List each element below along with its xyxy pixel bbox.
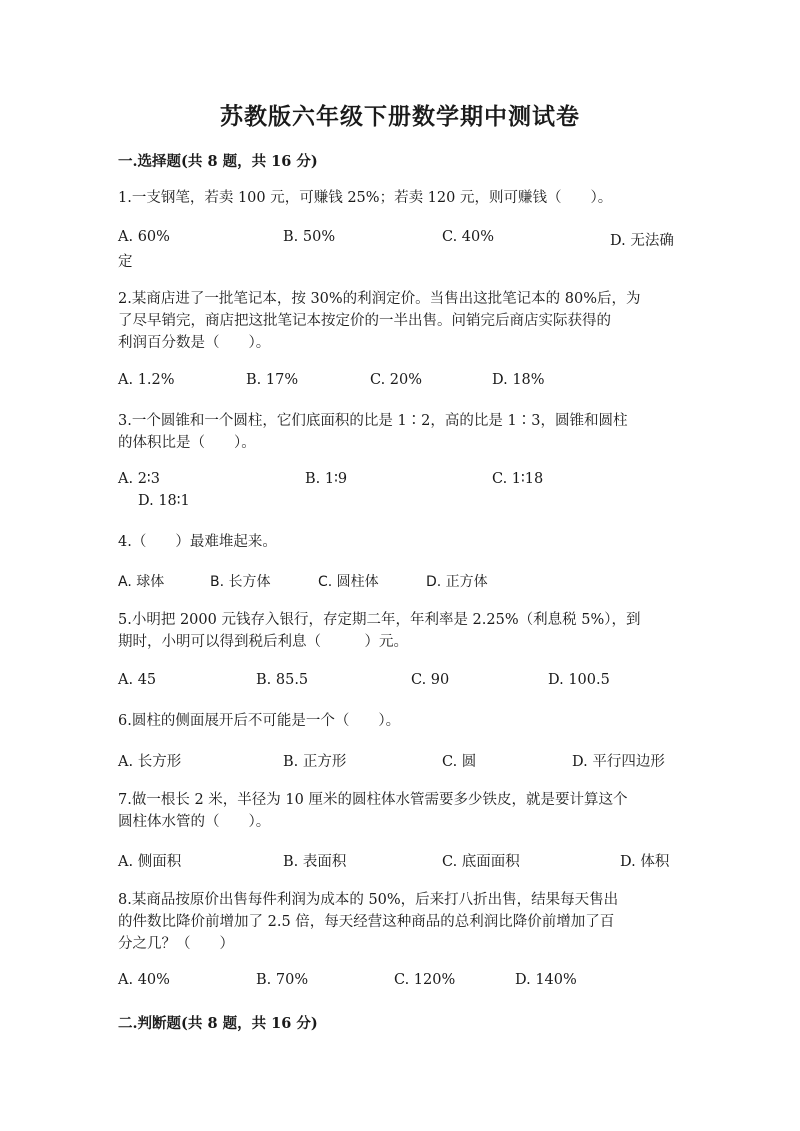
q7-option-d: D. 体积 — [620, 854, 670, 870]
q2-option-d: D. 18% — [492, 372, 545, 388]
question-2-line-1: 2.某商店进了一批笔记本，按 30%的利润定价。当售出这批笔记本的 80%后，为 — [118, 291, 641, 307]
q7-option-a: A. 侧面积 — [118, 854, 182, 870]
question-7-line-2: 圆柱体水管的（ ）。 — [118, 814, 271, 830]
q1-option-d: D. 无法确 — [610, 233, 674, 249]
q8-option-a: A. 40% — [118, 972, 170, 988]
q8-option-d: D. 140% — [515, 972, 577, 988]
q1-option-d-wrap: 定 — [118, 254, 133, 270]
q6-option-c: C. 圆 — [442, 754, 477, 770]
q4-option-b: B. 长方体 — [210, 574, 271, 590]
q6-option-d: D. 平行四边形 — [572, 754, 665, 770]
q5-option-d: D. 100.5 — [548, 672, 610, 688]
q4-option-c: C. 圆柱体 — [318, 574, 379, 590]
q5-option-c: C. 90 — [411, 672, 450, 688]
question-5-line-1: 5.小明把 2000 元钱存入银行，存定期二年，年利率是 2.25%（利息税 5%），到 — [118, 612, 641, 628]
question-3-line-1: 3.一个圆锥和一个圆柱，它们底面积的比是 1∶2，高的比是 1∶3，圆锥和圆柱 — [118, 413, 628, 429]
question-8-line-1: 8.某商品按原价出售每件利润为成本的 50%，后来打八折出售，结果每天售出 — [118, 892, 619, 908]
q2-option-c: C. 20% — [370, 372, 423, 388]
question-1-text: 1.一支钢笔，若卖 100 元，可赚钱 25%；若卖 120 元，则可赚钱（ ）。 — [118, 190, 613, 206]
question-8-line-2: 的件数比降价前增加了 2.5 倍，每天经营这种商品的总利润比降价前增加了百 — [118, 914, 615, 930]
question-8-line-3: 分之几？（ ） — [118, 936, 234, 952]
q3-option-a: A. 2∶3 — [118, 471, 160, 487]
question-5-line-2: 期时，小明可以得到税后利息（ ）元。 — [118, 634, 408, 650]
q1-option-b: B. 50% — [283, 229, 336, 245]
question-7-line-1: 7.做一根长 2 米，半径为 10 厘米的圆柱体水管需要多少铁皮，就是要计算这个 — [118, 792, 628, 808]
q1-option-c: C. 40% — [442, 229, 495, 245]
q3-option-c: C. 1∶18 — [492, 471, 544, 487]
question-2-line-2: 了尽早销完，商店把这批笔记本按定价的一半出售。问销完后商店实际获得的 — [118, 313, 611, 329]
q8-option-b: B. 70% — [256, 972, 309, 988]
q4-option-a: A. 球体 — [118, 574, 165, 590]
q7-option-c: C. 底面面积 — [442, 854, 520, 870]
question-2-line-3: 利润百分数是（ ）。 — [118, 335, 271, 351]
q5-option-b: B. 85.5 — [256, 672, 309, 688]
q5-option-a: A. 45 — [118, 672, 157, 688]
q7-option-b: B. 表面积 — [283, 854, 347, 870]
section-heading-judgment: 二.判断题(共 8 题，共 16 分) — [118, 1015, 318, 1032]
section-heading-choice: 一.选择题(共 8 题，共 16 分) — [118, 153, 318, 170]
q3-option-b: B. 1∶9 — [305, 471, 348, 487]
page-title: 苏教版六年级下册数学期中测试卷 — [220, 103, 580, 130]
q4-option-d: D. 正方体 — [426, 574, 488, 590]
q2-option-b: B. 17% — [246, 372, 299, 388]
q2-option-a: A. 1.2% — [118, 372, 175, 388]
q6-option-a: A. 长方形 — [118, 754, 182, 770]
q8-option-c: C. 120% — [394, 972, 456, 988]
question-6-text: 6.圆柱的侧面展开后不可能是一个（ ）。 — [118, 713, 401, 729]
q3-option-d: D. 18∶1 — [138, 493, 190, 509]
q6-option-b: B. 正方形 — [283, 754, 347, 770]
question-4-text: 4.（ ）最难堆起来。 — [118, 534, 277, 550]
question-3-line-2: 的体积比是（ ）。 — [118, 435, 256, 451]
q1-option-a: A. 60% — [118, 229, 170, 245]
